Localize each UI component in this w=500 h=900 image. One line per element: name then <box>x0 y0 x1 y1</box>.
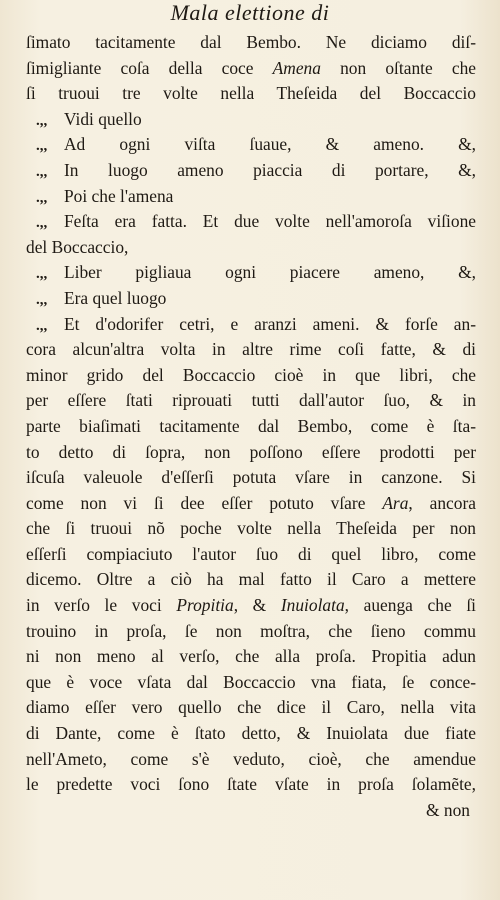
running-head: Mala elettione di <box>170 0 330 25</box>
text-line <box>26 209 476 235</box>
text-line <box>26 516 476 542</box>
text-line <box>26 184 476 210</box>
text-line <box>26 542 476 568</box>
text-line <box>26 81 476 107</box>
text-run: Poi che l'amena <box>64 185 174 206</box>
text-line <box>26 107 476 133</box>
text-run: ſimato tacitamente dal Bembo. Ne diciamo diſ- <box>26 32 476 52</box>
text-line <box>26 670 476 696</box>
quote-marker: .,, <box>36 138 48 155</box>
text-run: come non vi ſi dee eſſer potuto vſare <box>26 492 383 513</box>
text-run: trouino in proſa, ſe non moſtra, che ſieno commu <box>26 620 476 641</box>
text-run: In luogo ameno piaccia di portare, &, <box>64 159 476 180</box>
text-run: nell'Ameto, come s'è veduto, cioè, che amendue <box>26 748 476 769</box>
text-run: Ad ogni viſta ſuaue, & ameno. &, <box>64 134 476 155</box>
text-line <box>26 414 476 440</box>
text-run: que è voce vſata dal Boccaccio vna fiata, ſe conce- <box>26 671 476 692</box>
text-line <box>26 312 476 338</box>
text-run: & non <box>426 799 470 820</box>
text-run: ſimigliante coſa della coce <box>26 57 273 78</box>
text-line <box>26 158 476 184</box>
text-line <box>26 567 476 593</box>
body-text <box>26 30 476 823</box>
text-run: dicemo. Oltre a ciò ha mal fatto il Caro a mettere <box>26 569 476 590</box>
text-run: le predette voci ſono ſtate vſate in proſa ſolamẽte, <box>26 774 476 795</box>
text-run: Liber pigliaua ogni piacere ameno, &, <box>64 262 476 283</box>
text-run: in verſo le voci <box>26 595 177 616</box>
text-line <box>26 235 476 261</box>
text-run: che ſi truoui nõ poche volte nella Theſeida per non <box>26 518 476 539</box>
quote-marker: .,, <box>36 189 48 206</box>
text-run: eſſerſi compiaciuto l'autor ſuo di quel libro, come <box>26 543 476 564</box>
quote-marker: .,, <box>36 317 48 334</box>
text-line <box>26 465 476 491</box>
text-run: minor grido del Boccaccio cioè in que libri, che <box>26 364 476 385</box>
text-line <box>26 363 476 389</box>
quote-marker: .,, <box>36 266 48 283</box>
text-line <box>26 388 476 414</box>
italic-word: Amena <box>272 57 321 78</box>
text-line <box>26 772 476 798</box>
text-run: ſi truoui tre volte nella Theſeida del Boccaccio <box>26 83 476 104</box>
text-run: , auenga che ſi <box>344 595 476 616</box>
text-line <box>26 695 476 721</box>
text-run: parte biaſimati tacitamente dal Bembo, come è ſta- <box>26 415 476 436</box>
text-line <box>26 619 476 645</box>
italic-word: Ara <box>382 492 409 513</box>
text-run: per eſſere ſtati riprouati tutti dall'autor ſuo, & in <box>26 390 476 411</box>
text-run: Feſta era fatta. Et due volte nell'amoroſa viſione <box>64 211 476 232</box>
text-run: del Boccaccio, <box>26 236 129 257</box>
italic-word: Inuiolata <box>280 595 345 616</box>
text-line <box>26 286 476 312</box>
text-run: Et d'odorifer cetri, e aranzi ameni. & forſe an- <box>64 313 476 334</box>
text-run: di Dante, come è ſtato detto, & Inuiolata due fiate <box>26 723 476 744</box>
text-line <box>26 593 476 619</box>
text-line <box>26 56 476 82</box>
text-run: to detto di ſopra, non poſſono eſſere prodotti per <box>26 441 476 462</box>
text-run: ni non meno al verſo, che alla proſa. Propitia adun <box>26 646 476 667</box>
text-line <box>26 337 476 363</box>
text-line <box>26 721 476 747</box>
text-run: Vidi quello <box>64 108 142 129</box>
quote-marker: .,, <box>36 215 48 232</box>
quote-marker: .,, <box>36 112 48 129</box>
text-line <box>26 260 476 286</box>
text-run: , ancora <box>408 492 476 513</box>
text-line <box>26 747 476 773</box>
text-line <box>26 30 476 56</box>
text-line <box>26 440 476 466</box>
quote-marker: .,, <box>36 163 48 180</box>
text-run: , & <box>233 595 281 616</box>
text-line <box>26 132 476 158</box>
text-line <box>26 491 476 517</box>
catchword <box>26 798 476 824</box>
text-run: cora alcun'altra volta in altre rime coſi fatte, & di <box>26 339 476 360</box>
text-run: non oſtante che <box>320 57 476 78</box>
text-line <box>26 644 476 670</box>
text-run: diamo eſſer vero quello che dice il Caro, nella vita <box>26 697 476 718</box>
text-run: Era quel luogo <box>64 287 167 308</box>
italic-word: Propitia <box>176 595 234 616</box>
text-run: iſcuſa valeuole d'eſſerſi potuta vſare in canzone. Si <box>26 467 476 488</box>
quote-marker: .,, <box>36 291 48 308</box>
